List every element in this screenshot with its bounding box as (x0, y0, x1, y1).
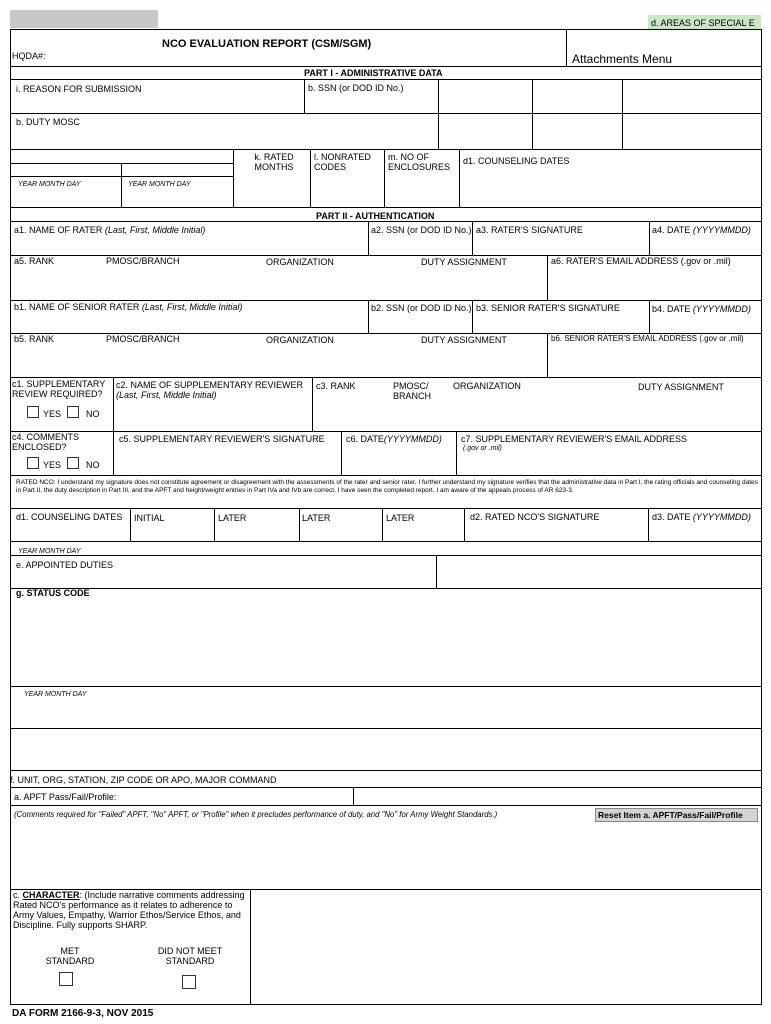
supp-signature-label: c5. SUPPLEMENTARY REVIEWER'S SIGNATURE (119, 434, 325, 444)
ymd-3: YEAR MONTH DAY (18, 548, 81, 555)
rater-ssn-label: a2. SSN (or DOD ID No.) (371, 225, 472, 235)
hqda-label: HQDA#: (12, 51, 46, 61)
senior-rater-signature-label: b3. SENIOR RATER'S SIGNATURE (476, 303, 620, 313)
comments-no-label: NO (86, 460, 100, 470)
counseling-later-1: LATER (218, 513, 247, 523)
form-title: NCO EVALUATION REPORT (CSM/SGM) (162, 38, 372, 50)
supp-review-yes-checkbox[interactable] (27, 406, 39, 418)
rated-nco-date-label: d3. DATE (YYYYMMDD) (652, 512, 751, 522)
supp-reviewer-org-label: ORGANIZATION (453, 381, 521, 391)
rated-nco-signature-label: d2. RATED NCO'S SIGNATURE (470, 512, 600, 522)
rater-email-label: a6. RATER'S EMAIL ADDRESS (.gov or .mil) (551, 256, 731, 266)
rater-pmosc-label: PMOSC/BRANCH (106, 256, 180, 266)
counseling-initial-label: INITIAL (134, 513, 165, 523)
character-label: c. CHARACTER: (Include narrative comments addressing Rated NCO's performance as it relates to adherence to Army Values, Empathy, Warrior Ethos/Service Ethos, and Discipline. Fully supports SHARP. (13, 890, 245, 930)
reason-label: i. REASON FOR SUBMISSION (16, 84, 142, 94)
part1-heading: PART I - ADMINISTRATIVE DATA (304, 68, 443, 78)
senior-rater-org-label: ORGANIZATION (266, 335, 334, 345)
supp-reviewer-pmosc-label: PMOSC/ BRANCH (393, 381, 432, 401)
senior-rater-duty-label: DUTY ASSIGNMENT (421, 335, 507, 345)
attachments-menu[interactable]: Attachments Menu (572, 52, 673, 66)
rater-duty-label: DUTY ASSIGNMENT (421, 257, 507, 267)
supp-review-yes-label: YES (43, 409, 62, 419)
duty-mosc-label: b. DUTY MOSC (16, 117, 80, 127)
comments-yes-checkbox[interactable] (27, 457, 39, 469)
supp-review-label: c1. SUPPLEMENTARY REVIEW REQUIRED? (12, 379, 106, 399)
rater-rank-label: a5. RANK (14, 256, 55, 266)
supp-reviewer-duty-label: DUTY ASSIGNMENT (638, 382, 724, 392)
ymd-2: YEAR MONTH DAY (128, 181, 191, 188)
senior-rater-pmosc-label: PMOSC/BRANCH (106, 334, 180, 344)
comments-no-checkbox[interactable] (67, 457, 79, 469)
rater-signature-label: a3. RATER'S SIGNATURE (476, 225, 583, 235)
supp-review-no-checkbox[interactable] (67, 406, 79, 418)
ssn-label: b. SSN (or DOD ID No.) (308, 83, 404, 93)
counseling-dates-label-2: d1. COUNSELING DATES (16, 512, 123, 522)
not-met-standard-checkbox[interactable] (182, 975, 196, 989)
senior-rater-rank-label: b5. RANK (14, 334, 55, 344)
apft-comments-hint: (Comments required for "Failed" APFT, "No" APFT, or "Profile" when it precludes performance of duty, and "No" for Army Weight Standards.) (14, 810, 498, 819)
senior-rater-ssn-label: b2. SSN (or DOD ID No.) (371, 303, 472, 313)
reset-apft-button-label: Reset Item a. APFT/Pass/Fail/Profile (598, 810, 743, 820)
not-met-standard-label: DID NOT MEET STANDARD (157, 946, 223, 966)
senior-rater-email-label: b6. SENIOR RATER'S EMAIL ADDRESS (.gov or .mil) (551, 334, 744, 343)
enclosures-label: m. NO OF ENCLOSURES (388, 152, 451, 172)
senior-rater-name-label: b1. NAME OF SENIOR RATER (Last, First, Middle Initial) (14, 302, 243, 312)
supp-reviewer-name-label: c2. NAME OF SUPPLEMENTARY REVIEWER (Last, First, Middle Initial) (116, 380, 304, 400)
counseling-later-2: LATER (302, 513, 331, 523)
senior-rater-date-label: b4. DATE (YYYYMMDD) (652, 304, 751, 314)
rater-org-label: ORGANIZATION (266, 257, 334, 267)
apft-label: a. APFT Pass/Fail/Profile: (14, 792, 117, 802)
counseling-dates-label: d1. COUNSELING DATES (463, 156, 570, 166)
supp-date-label: c6. DATE(YYYYMMDD) (346, 434, 442, 444)
ymd-1: YEAR MONTH DAY (18, 181, 81, 188)
comments-enclosed-label: c4. COMMENTS ENCLOSED? (12, 432, 80, 452)
unit-org-label: f. UNIT, ORG, STATION, ZIP CODE OR APO, MAJOR COMMAND (10, 775, 277, 785)
comments-yes-label: YES (43, 460, 62, 470)
supp-email-label: c7. SUPPLEMENTARY REVIEWER'S EMAIL ADDRESS (461, 434, 687, 444)
supp-email-hint: (.gov or .mil) (463, 445, 502, 452)
supp-reviewer-rank-label: c3. RANK (316, 381, 356, 391)
part2-heading: PART II - AUTHENTICATION (316, 211, 435, 221)
appointed-duties-label: e. APPOINTED DUTIES (16, 560, 114, 570)
rater-date-label: a4. DATE (YYYYMMDD) (652, 225, 751, 235)
rated-nco-statement: RATED NCO: I understand my signature does not constitute agreement or disagreement with the assessments of the rater and senior rater. I further understand my signature verifies that the administrative data in Part I, the rating officials and counseling dates in Part II, the duty description in Part III, and the APFT and height/weight entries in Part IVa and IVb are correct. I have seen the completed report. I am aware of the appeals process of AR 623-3. (16, 479, 758, 494)
nonrated-codes-label: l. NONRATED CODES (314, 152, 371, 172)
rated-months-label: k. RATED MONTHS (254, 152, 294, 172)
status-code-label: g. STATUS CODE (16, 588, 90, 598)
met-standard-checkbox[interactable] (59, 972, 73, 986)
met-standard-label: MET STANDARD (45, 946, 95, 966)
rater-name-label: a1. NAME OF RATER (Last, First, Middle Initial) (14, 225, 206, 235)
counseling-later-3: LATER (386, 513, 415, 523)
form-id: DA FORM 2166-9-3, NOV 2015 (12, 1008, 154, 1019)
grey-header-box (10, 10, 158, 28)
areas-tab-label: d. AREAS OF SPECIAL E (651, 18, 755, 28)
ymd-4: YEAR MONTH DAY (24, 691, 87, 698)
supp-review-no-label: NO (86, 409, 100, 419)
